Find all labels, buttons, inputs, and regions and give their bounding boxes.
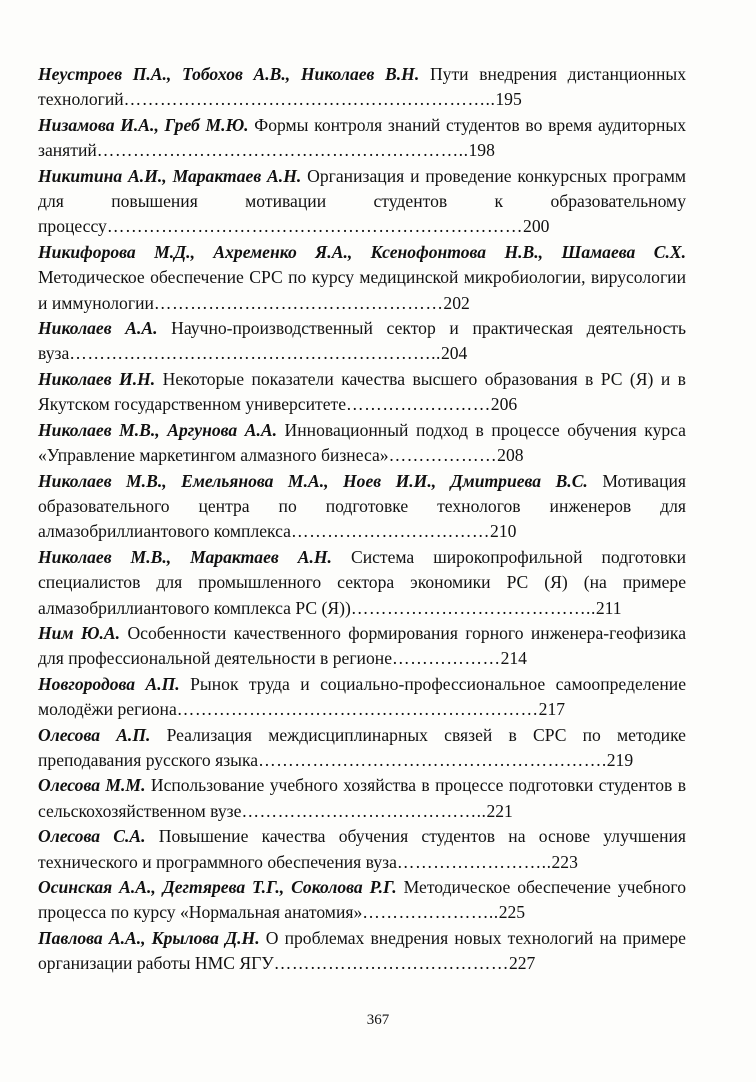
toc-leader: …………………………………	[273, 953, 509, 974]
toc-page: 223	[551, 851, 578, 872]
toc-page: 202	[443, 292, 470, 313]
toc-authors: Павлова А.А., Крылова Д.Н.	[38, 927, 260, 948]
toc-leader: …………………………………………	[153, 292, 444, 313]
toc-authors: Олесова А.П.	[38, 724, 151, 745]
toc-leader: ……………………………………………………..	[96, 140, 469, 161]
toc-entry	[38, 926, 686, 977]
toc-leader: ……………………………………………………..	[69, 343, 441, 364]
toc-entry	[38, 469, 686, 545]
toc-leader: ……………………………	[290, 521, 491, 542]
toc-page: 195	[495, 89, 522, 110]
toc-title: Организация и проведение конкурсных программ для повышения мотивации студентов к образовательному процессу	[38, 165, 686, 237]
toc-page: 214	[500, 648, 527, 669]
toc-entry	[38, 367, 686, 418]
toc-entry	[38, 723, 686, 774]
toc-page: 219	[606, 749, 634, 770]
toc-authors: Никифорова М.Д., Ахременко Я.А., Ксенофонтова Н.В., Шамаева С.Х.	[38, 241, 686, 262]
toc-authors: Николаев М.В., Емельянова М.А., Ноев И.И., Дмитриева В.С.	[38, 470, 588, 491]
toc-entry	[38, 62, 686, 113]
toc-authors: Осинская А.А., Дегтярева Т.Г., Соколова Р.Г.	[38, 877, 397, 897]
toc-title: Методическое обеспечение СРС по курсу медицинской микробиологии, вирусологии и иммунологии	[38, 267, 686, 313]
toc-entry	[38, 164, 686, 240]
toc-title: Использование учебного хозяйства в процессе подготовки студентов в сельскохозяйственном вузе	[38, 775, 687, 821]
toc-leader: ……………………………………………………………	[106, 216, 524, 237]
toc-entry	[38, 621, 686, 672]
toc-authors: Николаев М.В., Аргунова А.А.	[38, 419, 277, 440]
toc-leader: …………………..	[362, 902, 499, 923]
toc-leader: ………………	[388, 445, 498, 466]
toc-page: 200	[523, 216, 550, 237]
toc-title: О проблемах внедрения новых технологий на примере организации работы НМС ЯГУ	[38, 927, 686, 974]
toc-leader: ……………………..	[396, 851, 552, 872]
toc-authors: Низамова И.А., Греб М.Ю.	[38, 114, 249, 135]
toc-entry	[38, 240, 686, 316]
toc-leader: …………………………………..	[241, 800, 487, 821]
table-of-contents	[38, 62, 686, 977]
toc-page: 204	[440, 343, 468, 364]
toc-entry	[38, 773, 686, 824]
toc-entry	[38, 672, 686, 723]
toc-title: Рынок труда и социально-профессиональное самоопределение молодёжи региона	[38, 673, 686, 720]
toc-leader: ……………………………………………………	[176, 699, 539, 720]
toc-authors: Олесова С.А.	[38, 826, 146, 847]
toc-title: Повышение качества обучения студентов на основе улучшения технического и программного обеспечения вуза	[38, 826, 686, 872]
toc-authors: Новгородова А.П.	[38, 673, 180, 694]
toc-page: 208	[497, 445, 524, 466]
toc-entry	[38, 113, 686, 164]
toc-page: 227	[508, 953, 536, 974]
toc-leader: ……………………	[346, 394, 491, 415]
toc-entry	[38, 418, 686, 469]
toc-authors: Николаев А.А.	[38, 318, 158, 339]
toc-title: Научно-производственный сектор и практическая деятельность вуза	[38, 318, 686, 364]
toc-title: Формы контроля знаний студентов во время аудиторных занятий	[38, 114, 687, 161]
toc-title: Особенности качественного формирования горного инженера-геофизика для профессиональной деятельности в регионе	[38, 622, 686, 669]
toc-title: Мотивация образовательного центра по подготовке технологов инженеров для алмазобриллиантового комплекса	[38, 470, 686, 542]
toc-leader: ………………………………………………….	[258, 749, 607, 770]
toc-page: 210	[490, 521, 517, 542]
toc-authors: Неустроев П.А., Тобохов А.В., Николаев В.Н.	[38, 64, 420, 84]
toc-authors: Ним Ю.А.	[38, 622, 121, 643]
toc-title: Пути внедрения дистанционных технологий	[38, 64, 686, 110]
toc-page: 221	[486, 800, 513, 821]
toc-page: 198	[468, 140, 495, 161]
toc-page: 206	[490, 394, 518, 415]
toc-leader: …………………………………..	[350, 597, 596, 618]
toc-leader: ……………………………………………………..	[123, 89, 496, 110]
toc-title: Система широкопрофильной подготовки специалистов для промышленного сектора экономики РС (Я) (на примере алмазобриллиантового комплекса РС (Я))	[38, 546, 686, 618]
toc-leader: ………………	[392, 648, 501, 669]
toc-page: 225	[498, 902, 526, 923]
page-number: 367	[366, 1012, 390, 1028]
toc-entry	[38, 875, 686, 926]
toc-entry	[38, 824, 686, 875]
toc-entry	[38, 316, 686, 367]
toc-authors: Николаев М.В., Марактаев А.Н.	[38, 546, 332, 567]
toc-title: Инновационный подход в процессе обучения курса «Управление маркетингом алмазного бизнеса»	[38, 419, 686, 466]
toc-authors: Николаев И.Н.	[38, 368, 156, 389]
toc-title: Реализация междисциплинарных связей в СРС по методике преподавания русского языка	[38, 724, 686, 770]
toc-title: Некоторые показатели качества высшего образования в РС (Я) и в Якутском государственном университете	[38, 368, 686, 415]
toc-entry	[38, 545, 686, 621]
toc-authors: Никитина А.И., Марактаев А.Н.	[38, 165, 302, 186]
toc-title: Методическое обеспечение учебного процесса по курсу «Нормальная анатомия»	[38, 877, 687, 923]
toc-authors: Олесова М.М.	[38, 775, 146, 796]
toc-page: 217	[538, 699, 566, 720]
toc-page: 211	[595, 597, 622, 618]
